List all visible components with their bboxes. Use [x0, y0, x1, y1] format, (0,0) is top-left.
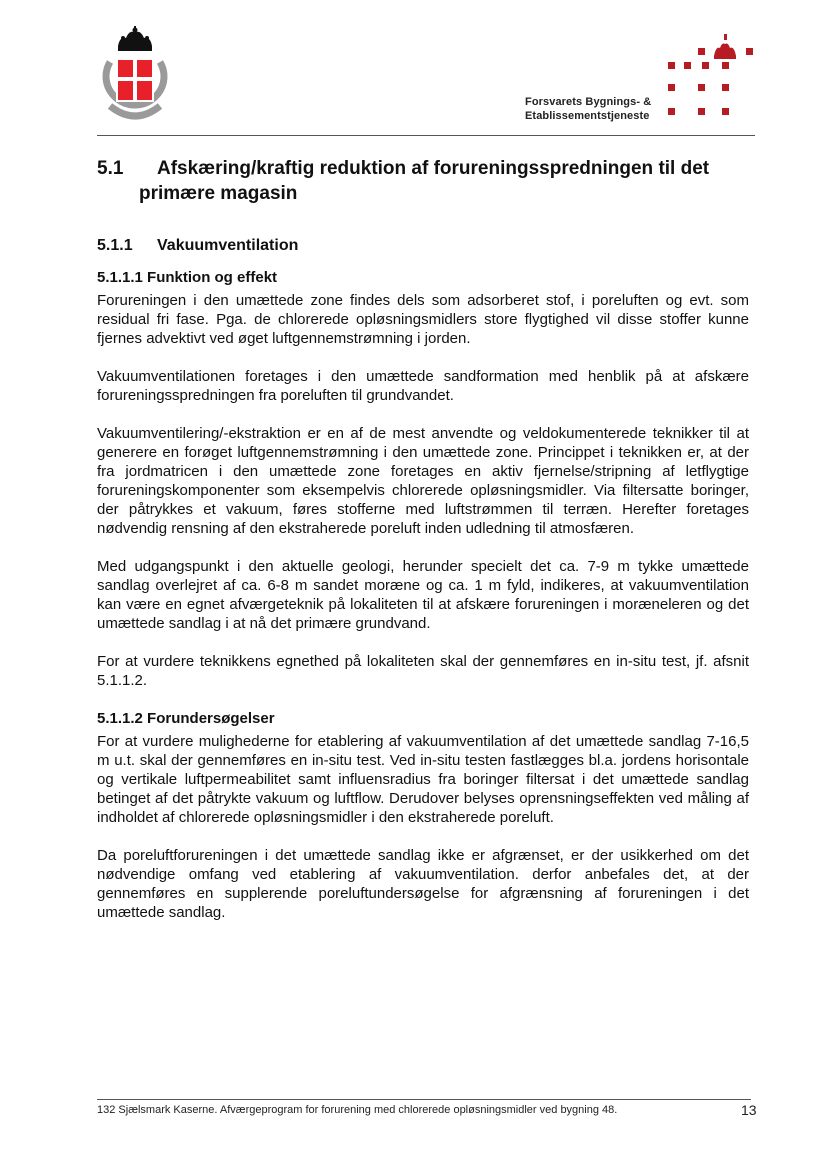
section-heading — [97, 156, 749, 206]
subsection-heading — [97, 236, 749, 256]
paragraph: Med udgangspunkt i den aktuelle geologi, herunder specielt det ca. 7-9 m tykke umættede sandlag overlejret af ca. 6-8 m sandet moræne og ca. 1 m fyld, indikeres, at vakuumventilation kan være en egnet afværgeteknik på lokaliteten til at afskære forureningen i moræneleren og det umættede sandlag i at nå det primære grundvand. — [97, 558, 749, 632]
footer-text: 132 Sjælsmark Kaserne. Afværgeprogram for forurening med chlorerede opløsningsmidler ved bygning 48. — [97, 1104, 618, 1116]
paragraph: For at vurdere mulighederne for etablering af vakuumventilation af det umættede sandlag 7-16,5 m u.t. skal der gennemføres en in-situ test. Ved in-situ testen fastlægges bl.a. jordens horisontale og vertikale luftpermeabilitet samt influensradius fra boringer filtersat i det umættede sandlag betinget af det påtrykte vakuum og luftflow. Derudover belyses oprensningseffekten ved måling af indholdet af chlorerede opløsningsmidler i den ekstraherede poreluft. — [97, 733, 749, 826]
page-header — [0, 0, 827, 140]
paragraph: For at vurdere teknikkens egnethed på lokaliteten skal der gennemføres en in-situ test, jf. afsnit 5.1.1.2. — [97, 653, 749, 689]
organization-name — [525, 95, 651, 123]
paragraph: Vakuumventilering/-ekstraktion er en af de mest anvendte og veldokumenterede teknikker til at generere en forøget luftgennemstrømning i den umættede zone. Princippet i teknikken er, at der fra jordmatricen i den umættede zone foretages en aktiv fjernelse/stripning af letflygtige forureningskomponenter som eksempelvis chlorerede opløsningsmidler. Via filtersatte boringer, der påtrykkes et vakuum, føres stofferne med luftstrømmen til terræn. Herefter foretages nødvendig rensning af den ekstraherede poreluft inden udledning til atmosfæren. — [97, 425, 749, 537]
page-number: 13 — [741, 1102, 757, 1118]
org-name-line2: Etablissementstjeneste — [525, 110, 650, 122]
header-divider — [97, 135, 755, 136]
paragraph: Vakuumventilationen foretages i den umættede sandformation med henblik på at afskære forureningsspredningen fra poreluften til grundvandet. — [97, 368, 749, 404]
subsection-title: Vakuumventilation — [157, 237, 299, 254]
subsubsection-heading-1: 5.1.1.1 Funktion og effekt — [97, 269, 278, 286]
subsection-number: 5.1.1 — [97, 237, 133, 254]
document-body — [97, 150, 749, 941]
subsubsection-heading-2: 5.1.1.2 Forundersøgelser — [97, 710, 275, 727]
fbe-dot-logo-icon — [662, 32, 758, 124]
paragraph: Forureningen i den umættede zone findes dels som adsorberet stof, i poreluften og evt. som residual fri fase. Pga. de chlorerede opløsningsmidlers store flygtighed vil disse stoffer kunne fjernes advektivt ved øget luftgennemstrømning i jorden. — [97, 292, 749, 347]
section-number: 5.1 — [97, 158, 124, 179]
section-title-line1: Afskæring/kraftig reduktion af forureningsspredningen til det — [157, 158, 710, 179]
section-title-line2: primære magasin — [139, 183, 298, 204]
paragraph: Da poreluftforureningen i det umættede sandlag ikke er afgrænset, er der usikkerhed om det nødvendige omfang ved etablering af vakuumventilation. derfor anbefales det, at der gennemføres en supplerende poreluftundersøgelse for afgrænsning af forureningen i det umættede sandlag. — [97, 847, 749, 921]
crown-shield-logo-icon — [96, 26, 174, 126]
org-name-line1: Forsvarets Bygnings- & — [525, 96, 652, 108]
footer-divider — [97, 1099, 751, 1100]
